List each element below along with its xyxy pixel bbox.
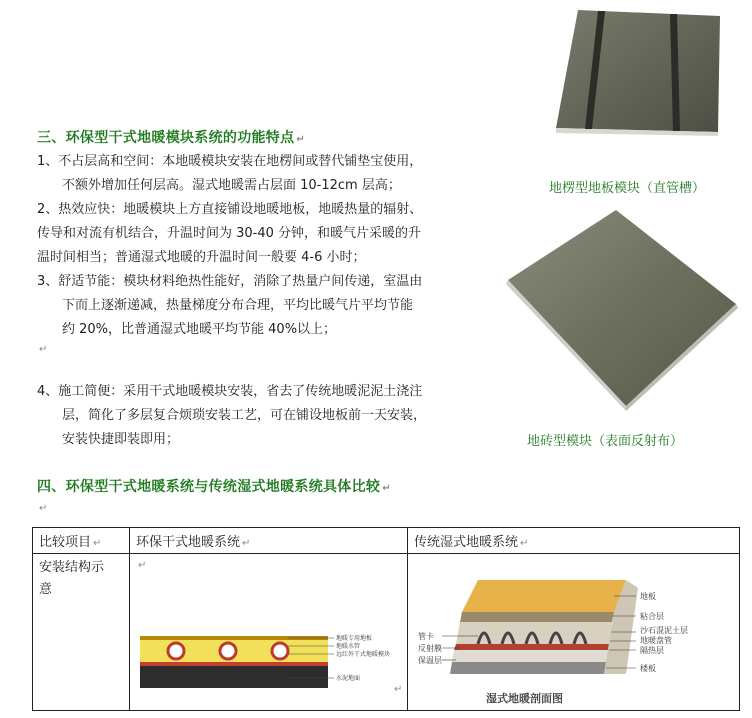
paragraph-mark-icon: ↵: [382, 483, 391, 494]
paragraph-mark-icon: ↵: [242, 538, 251, 549]
dry-system-diagram: [138, 604, 403, 704]
feature-line-6: 3、舒适节能：模块材料绝热性能好，消除了热量户间传递，室温由: [37, 274, 423, 289]
wet-label-floor: 地板: [640, 592, 656, 601]
header-cell-dry: [130, 528, 408, 554]
wet-label-film: 反射膜: [418, 644, 442, 653]
dry-diagram-cell: [130, 554, 408, 711]
dry-label-module: 远红外干式地暖模块: [336, 651, 391, 658]
feature-line-9: 4、施工简便：采用干式地暖模块安装，省去了传统地暖泥泥土浇注: [37, 384, 423, 399]
wet-diagram-caption: 湿式地暖剖面图: [486, 692, 563, 705]
paragraph-mark-icon: ↵: [520, 538, 529, 549]
header-text: 传统湿式地暖系统: [414, 535, 519, 550]
paragraph-mark-icon: ↵: [138, 560, 147, 571]
row-label-line-2: 意: [39, 582, 53, 597]
paragraph-mark-icon: ↵: [394, 684, 403, 695]
wet-label-adhesive: 粘合层: [640, 612, 664, 621]
paragraph-mark-icon: ↵: [39, 344, 48, 355]
header-text: 比较项目: [39, 535, 92, 550]
comparison-table: [32, 527, 740, 711]
dry-label-pipe: 地暖水管: [336, 643, 361, 650]
table-row: [33, 554, 740, 711]
section4-heading-text: 四、环保型干式地暖系统与传统湿式地暖系统具体比较: [37, 479, 381, 495]
wet-label-insulation: 隔热层: [640, 646, 664, 655]
row-label-cell: [33, 554, 130, 711]
section4-heading: [37, 476, 391, 496]
feature-line-11: 安装快捷即装即用；: [62, 432, 180, 447]
section3-heading-text: 三、环保型干式地暖模块系统的功能特点: [37, 130, 295, 146]
groove-module-image: [552, 6, 722, 136]
table-header-row: [33, 528, 740, 554]
feature-line-1: 1、不占层高和空间：本地暖模块安装在地楞间或替代铺垫宝使用，: [37, 154, 423, 169]
wet-label-slab: 楼板: [640, 664, 656, 673]
dry-label-floor: 地暖专用地板: [336, 635, 373, 642]
wet-label-warm: 保温层: [418, 656, 442, 665]
tile-module-caption: 地砖型模块（表面反射布）: [527, 434, 684, 449]
wet-system-diagram: [416, 578, 706, 718]
wet-label-coil: 地暖盘管: [640, 636, 672, 645]
wet-label-clip: 管卡: [418, 632, 434, 641]
feature-line-7: 下而上逐渐递减，热量梯度分布合理，平均比暖气片平均节能: [62, 298, 414, 313]
header-cell-item: [33, 528, 130, 554]
feature-line-2: 不额外增加任何层高。湿式地暖需占层面 10-12cm 层高；: [62, 178, 401, 193]
wet-label-concrete: 沙石混泥土层: [640, 626, 688, 635]
row-label-line-1: 安装结构示: [39, 560, 105, 575]
tile-module-image: [498, 206, 740, 412]
header-cell-wet: [408, 528, 740, 554]
feature-line-3: 2、热效应快：地暖模块上方直接铺设地暖地板，地暖热量的辐射、: [37, 202, 423, 217]
section3-heading: [37, 127, 305, 147]
paragraph-mark-icon: ↵: [296, 134, 306, 145]
wet-diagram-cell: [408, 554, 740, 711]
groove-module-caption: 地楞型地板模块（直管槽）: [549, 181, 706, 196]
feature-line-5: 温时间相当；普通湿式地暖的升温时间一般要 4-6 小时；: [37, 250, 366, 265]
paragraph-mark-icon: ↵: [39, 503, 48, 514]
feature-line-8: 约 20%，比普通湿式地暖平均节能 40%以上；: [62, 322, 337, 337]
paragraph-mark-icon: ↵: [93, 538, 102, 549]
feature-line-4: 传导和对流有机结合，升温时间为 30-40 分钟，和暖气片采暖的升: [37, 226, 422, 241]
dry-label-cement: 水泥地面: [336, 675, 361, 682]
header-text: 环保干式地暖系统: [136, 535, 241, 550]
feature-line-10: 层，简化了多层复合烦琐安装工艺，可在铺设地板前一天安装，: [62, 408, 427, 423]
